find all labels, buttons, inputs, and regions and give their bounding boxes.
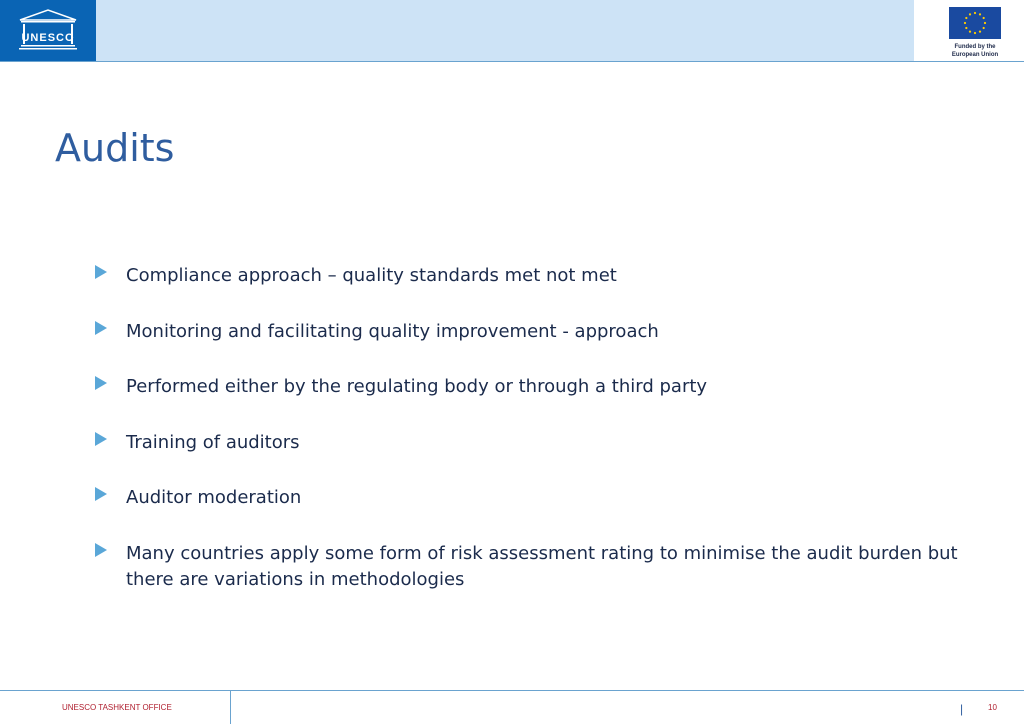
eu-funding-label xyxy=(914,43,1024,59)
eu-funding-line2: European Union xyxy=(951,52,999,58)
eu-funding-block xyxy=(914,0,1024,61)
eu-funding-line1: Funded by the xyxy=(954,44,996,50)
bullet-text: Compliance approach – quality standards met not met xyxy=(126,265,617,286)
triangle-bullet-icon xyxy=(95,487,107,501)
triangle-bullet-icon xyxy=(95,265,107,279)
triangle-bullet-icon xyxy=(95,432,107,446)
bullet-item xyxy=(93,485,973,511)
bullet-text: Auditor moderation xyxy=(126,487,302,508)
bullet-list xyxy=(93,263,973,622)
footer-separator: | xyxy=(960,702,964,716)
bullet-item xyxy=(93,374,973,400)
triangle-bullet-icon xyxy=(95,321,107,335)
page-number: 10 xyxy=(988,703,997,712)
footer-rule xyxy=(0,690,1024,691)
bullet-item xyxy=(93,541,973,593)
slide-header xyxy=(0,0,1024,62)
triangle-bullet-icon xyxy=(95,543,107,557)
bullet-item xyxy=(93,430,973,456)
unesco-logo-text: UNESCO xyxy=(21,32,75,44)
bullet-text: Training of auditors xyxy=(126,431,300,453)
slide-title: Audits xyxy=(55,126,175,170)
eu-flag-icon xyxy=(949,7,1001,39)
unesco-logo xyxy=(0,0,96,61)
bullet-text: Many countries apply some form of risk assessment rating to minimise the audit burden but there are variations in methodologies xyxy=(126,542,958,590)
footer-office-label: UNESCO TASHKENT OFFICE xyxy=(62,703,172,712)
bullet-text: Monitoring and facilitating quality improvement - approach xyxy=(126,320,659,342)
bullet-item xyxy=(93,319,973,345)
triangle-bullet-icon xyxy=(95,376,107,390)
footer-divider xyxy=(230,691,231,724)
unesco-temple-icon xyxy=(0,0,96,61)
bullet-text: Performed either by the regulating body or through a third party xyxy=(126,376,708,397)
bullet-item xyxy=(93,263,973,289)
